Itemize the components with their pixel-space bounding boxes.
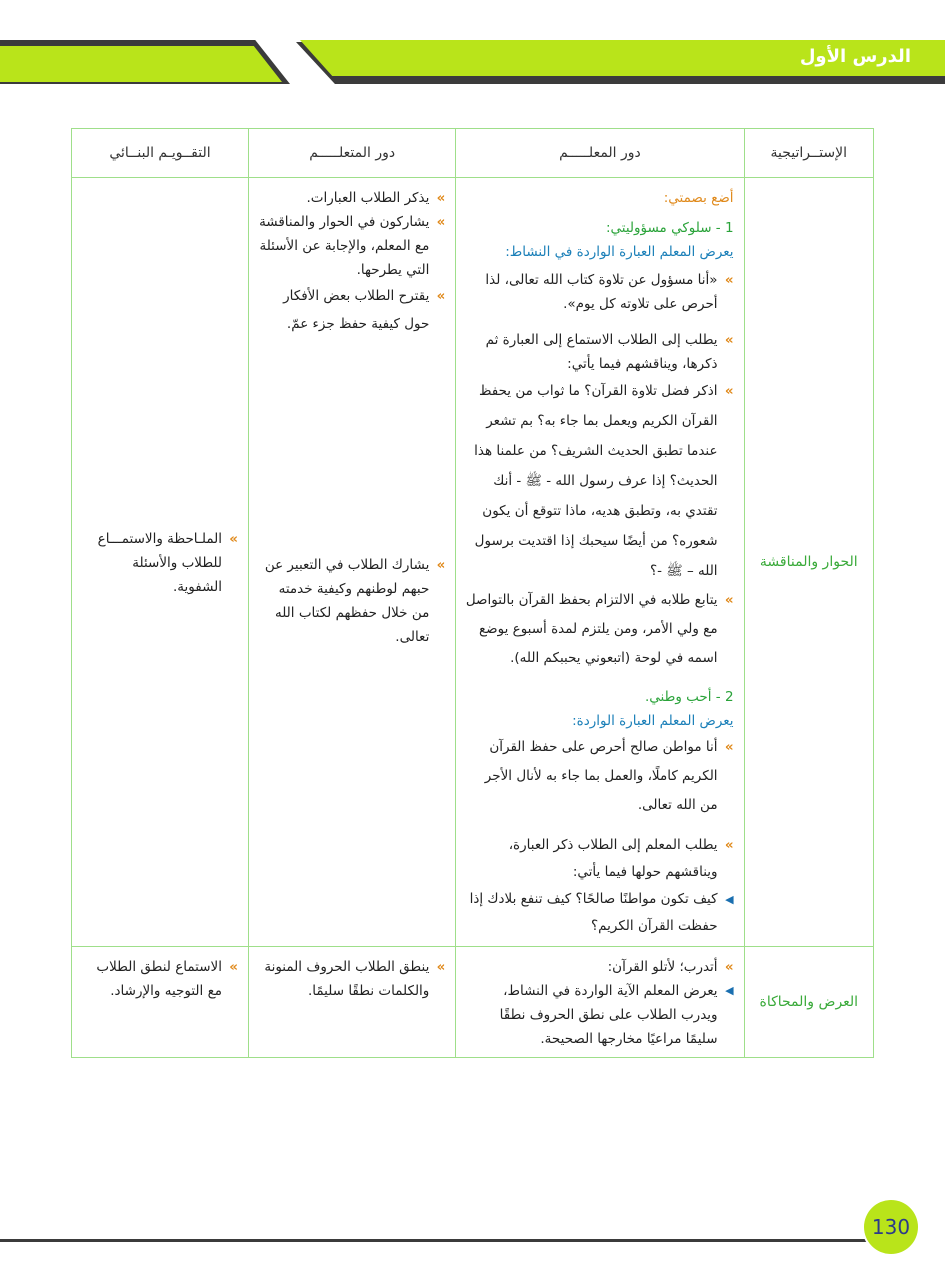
guillemet-bullet-icon: » — [436, 214, 446, 230]
list-item — [257, 186, 445, 210]
guillemet-bullet-icon: » — [724, 592, 734, 608]
guillemet-bullet-icon: » — [724, 272, 734, 288]
guillemet-bullet-icon: » — [436, 288, 446, 304]
triangle-bullet-icon: ◀ — [725, 893, 734, 906]
list-item-text: يطلب المعلم إلى الطلاب ذكر العبارة، ويناقشهم حولها فيما يأتي: — [508, 837, 718, 880]
list-item — [464, 733, 733, 820]
list-item-text: يطلب إلى الطلاب الاستماع إلى العبارة ثم ذكرها، ويناقشهم فيما يأتي: — [485, 332, 718, 372]
guillemet-bullet-icon: » — [724, 383, 734, 399]
header-teacher-role: دور المعلـــــم — [456, 129, 744, 178]
triangle-bullet-icon: ◀ — [725, 984, 734, 997]
guillemet-bullet-icon: » — [229, 531, 239, 547]
subsection-title: 1 - سلوكي مسؤوليتي: — [605, 220, 734, 236]
guillemet-bullet-icon: » — [436, 959, 446, 975]
sub-list-item — [464, 979, 733, 1051]
strategy-label: العرض والمحاكاة — [759, 994, 859, 1010]
list-item — [464, 328, 733, 376]
teacher-role-cell — [456, 947, 744, 1058]
student-role-cell — [249, 947, 456, 1058]
guillemet-bullet-icon: » — [436, 557, 446, 573]
list-item-text: ينطق الطلاب الحروف المنونة والكلمات نطقًا سليمًا. — [264, 959, 430, 999]
list-item-text: أتدرب؛ لأتلو القرآن: — [607, 959, 718, 975]
evaluation-cell — [72, 947, 249, 1058]
list-item-text: يقترح الطلاب بعض الأفكار حول كيفية حفظ جزء عمّ. — [283, 288, 430, 332]
list-item — [464, 955, 733, 979]
section-title: أضع بصمتي: — [663, 190, 734, 206]
list-item — [80, 527, 238, 599]
guillemet-bullet-icon: » — [724, 959, 734, 975]
header-bar-left — [0, 46, 282, 82]
subsection-subtitle: يعرض المعلم العبارة الواردة في النشاط: — [505, 244, 734, 260]
header-strategy: الإستــراتيجية — [744, 129, 873, 178]
guillemet-bullet-icon: » — [436, 190, 446, 206]
list-item-text: يشارك الطلاب في التعبير عن حبهم لوطنهم وكيفية خدمته من خلال حفظهم لكتاب الله تعالى. — [264, 557, 430, 645]
guillemet-bullet-icon: » — [229, 959, 239, 975]
footer-line — [0, 1239, 880, 1242]
page-number: 130 — [864, 1200, 918, 1254]
list-item — [464, 268, 733, 316]
header-evaluation: التقــويـم البنــائي — [72, 129, 249, 178]
list-item-text: كيف تكون مواطنًا صالحًا؟ كيف تنفع بلادك إذا حفظت القرآن الكريم؟ — [469, 891, 718, 934]
list-item — [80, 955, 238, 1003]
lesson-title: الدرس الأول — [799, 46, 911, 67]
guillemet-bullet-icon: » — [724, 332, 734, 348]
sub-list-item — [464, 886, 733, 940]
table-row — [72, 947, 874, 1058]
list-item-text: يذكر الطلاب العبارات. — [306, 190, 430, 206]
list-item-text: يعرض المعلم الآية الواردة في النشاط، ويدرب الطلاب على نطق الحروف نطقًا سليمًا مراعيًا مخارجها الصحيحة. — [499, 983, 718, 1047]
list-item-text: اذكر فضل تلاوة القرآن؟ ما ثواب من يحفظ القرآن الكريم ويعمل بما جاء به؟ بم تشعر عندما تطبق الحديث الشريف؟ من علمنا هذا الحديث؟ إذا عرف رسول الله - ﷺ - أنك تقتدي به، وتطبق هديه، ماذا تتوقع أن يكون شعوره؟ من أيضًا سيحبك إذا اقتديت برسول الله – ﷺ -؟ — [474, 383, 718, 579]
list-item-text: الاستماع لنطق الطلاب مع التوجيه والإرشاد. — [96, 959, 223, 999]
list-item-text: «أنا مسؤول عن تلاوة كتاب الله تعالى، لذا أحرص على تلاوته كل يوم». — [485, 272, 718, 312]
guillemet-bullet-icon: » — [724, 837, 734, 853]
teacher-role-cell — [456, 178, 744, 947]
table-row — [72, 178, 874, 947]
list-item — [464, 376, 733, 586]
list-item — [257, 282, 445, 338]
lesson-plan-table — [71, 128, 874, 1058]
evaluation-cell — [72, 178, 249, 947]
list-item-text: يشاركون في الحوار والمناقشة مع المعلم، والإجابة عن الأسئلة التي يطرحها. — [259, 214, 430, 278]
strategy-cell — [744, 947, 873, 1058]
list-item-text: الملـاحظة والاستمـــاع للطلاب والأسئلة الشفوية. — [97, 531, 223, 595]
list-item-text: يتابع طلابه في الالتزام بحفظ القرآن بالتواصل مع ولي الأمر، ومن يلتزم لمدة أسبوع يوضع اسمه في لوحة (اتبعوني يحببكم الله). — [465, 592, 718, 666]
list-item — [257, 553, 445, 649]
strategy-label: الحوار والمناقشة — [759, 554, 858, 570]
guillemet-bullet-icon: » — [724, 739, 734, 755]
list-item-text: أنا مواطن صالح أحرص على حفظ القرآن الكريم كاملًا، والعمل بما جاء به لأنال الأجر من الله تعالى. — [484, 739, 718, 813]
list-item — [464, 586, 733, 673]
subsection-title: 2 - أحب وطني. — [644, 689, 734, 705]
header-student-role: دور المتعلـــــم — [249, 129, 456, 178]
strategy-cell — [744, 178, 873, 947]
list-item — [257, 210, 445, 282]
list-item — [257, 955, 445, 1003]
list-item — [464, 832, 733, 886]
table-header-row — [72, 129, 874, 178]
student-role-cell — [249, 178, 456, 947]
subsection-subtitle: يعرض المعلم العبارة الواردة: — [572, 713, 734, 729]
